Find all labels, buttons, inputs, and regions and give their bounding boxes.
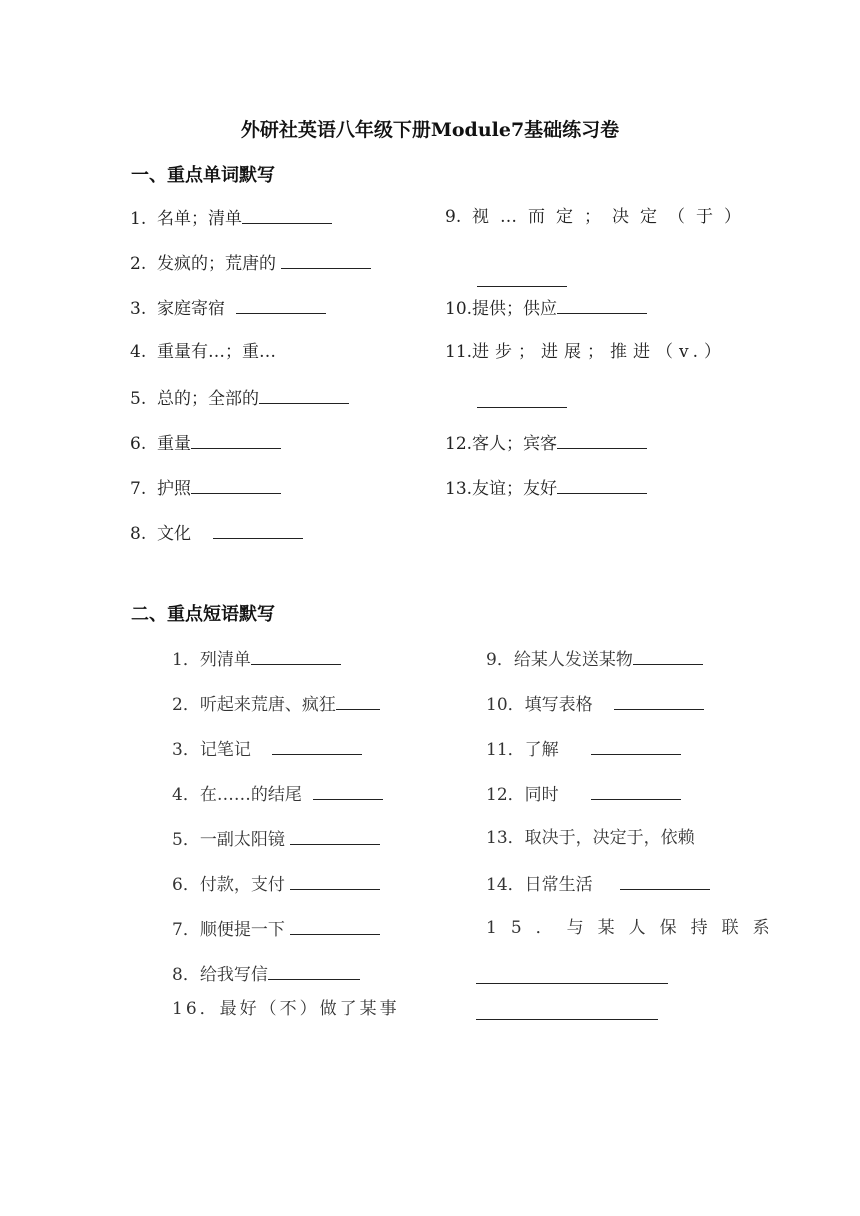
word-item-11: 11.进步；进展；推进（v.） (445, 342, 728, 362)
answer-blank[interactable] (251, 646, 341, 665)
page-title: 外研社英语八年级下册Module7基础练习卷 (240, 119, 620, 141)
answer-blank[interactable] (259, 385, 349, 404)
phrase-item-8: 8．给我写信 (172, 961, 360, 987)
word-item-12: 12.客人；宾客 (445, 430, 647, 456)
answer-blank[interactable] (213, 520, 303, 539)
phrase-item-11: 11．了解 (486, 736, 681, 762)
section1-heading: 一、重点单词默写 (131, 165, 275, 186)
phrase-item-13: 13．取决于，决定于，依赖 (486, 828, 695, 848)
phrase-item-3: 3．记笔记 (172, 736, 362, 762)
word-item-4: 4. 重量有…；重… (130, 342, 277, 362)
answer-blank[interactable] (336, 691, 380, 710)
word-item-5: 5. 总的；全部的 (130, 385, 349, 411)
answer-blank[interactable] (242, 205, 332, 224)
answer-blank[interactable] (557, 475, 647, 494)
phrase-item-2: 2．听起来荒唐、疯狂 (172, 691, 380, 717)
answer-blank[interactable] (191, 430, 281, 449)
answer-blank[interactable] (268, 961, 360, 980)
phrase-item-1: 1．列清单 (172, 646, 341, 672)
word-item-8: 8. 文化 (130, 520, 303, 546)
answer-blank[interactable] (272, 736, 362, 755)
answer-blank[interactable] (191, 475, 281, 494)
answer-blank[interactable] (476, 965, 668, 984)
phrase-item-6: 6．付款，支付 (172, 871, 380, 897)
answer-blank[interactable] (281, 250, 371, 269)
word-item-10: 10.提供；供应 (445, 295, 647, 321)
word-item-13: 13.友谊；友好 (445, 475, 647, 501)
phrase-item-4: 4．在……的结尾 (172, 781, 383, 807)
answer-blank[interactable] (476, 1001, 658, 1020)
phrase-item-5: 5．一副太阳镜 (172, 826, 380, 852)
phrase-item-14: 14．日常生活 (486, 871, 710, 897)
phrase-item-7: 7．顺便提一下 (172, 916, 380, 942)
answer-blank[interactable] (290, 916, 380, 935)
word-item-3: 3. 家庭寄宿 (130, 295, 326, 321)
word-item-6: 6. 重量 (130, 430, 281, 456)
answer-blank[interactable] (557, 430, 647, 449)
answer-blank[interactable] (477, 268, 567, 287)
word-item-2: 2. 发疯的；荒唐的 (130, 250, 371, 276)
answer-blank[interactable] (313, 781, 383, 800)
section2-heading: 二、重点短语默写 (131, 604, 275, 625)
answer-blank[interactable] (591, 736, 681, 755)
phrase-item-16: 16．最好（不）做了某事 (172, 999, 400, 1019)
phrase-item-10: 10．填写表格 (486, 691, 704, 717)
answer-blank[interactable] (290, 871, 380, 890)
answer-blank[interactable] (620, 871, 710, 890)
answer-blank[interactable] (614, 691, 704, 710)
answer-blank[interactable] (633, 646, 703, 665)
answer-blank[interactable] (591, 781, 681, 800)
phrase-item-12: 12．同时 (486, 781, 681, 807)
word-item-1: 1. 名单；清单 (130, 205, 332, 231)
word-item-7: 7. 护照 (130, 475, 281, 501)
answer-blank[interactable] (236, 295, 326, 314)
answer-blank[interactable] (477, 389, 567, 408)
word-item-9: 9. 视…而定；决定（于） (445, 207, 753, 227)
phrase-item-9: 9．给某人发送某物 (486, 646, 703, 672)
answer-blank[interactable] (290, 826, 380, 845)
phrase-item-15: 15．与某人保持联系 (486, 918, 784, 938)
answer-blank[interactable] (557, 295, 647, 314)
